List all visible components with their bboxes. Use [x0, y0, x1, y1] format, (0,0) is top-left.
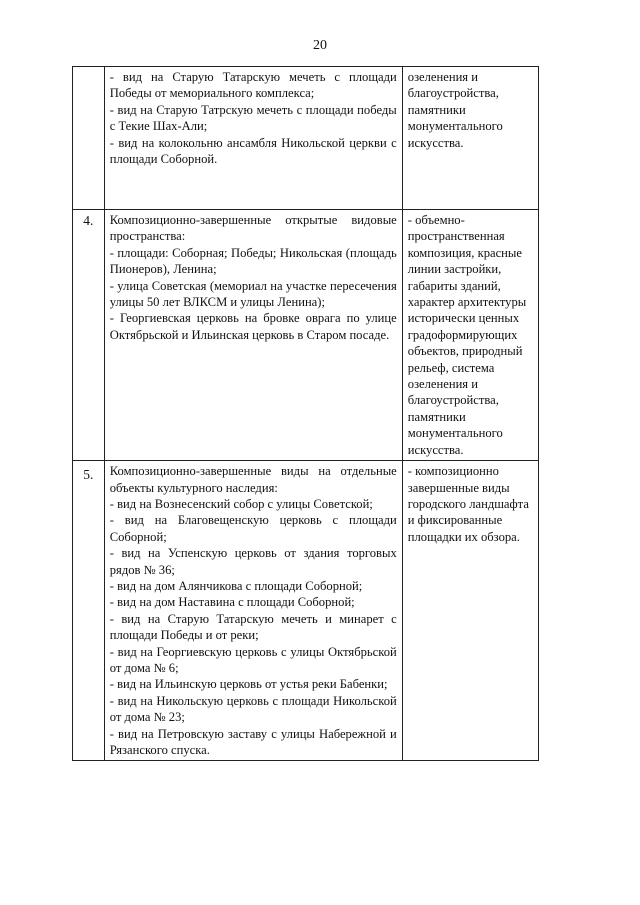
description-line: - вид на Никольскую церковь с площади Никольской от дома № 23;	[109, 693, 397, 725]
description-line: - Георгиевская церковь на бровке оврага по улице Октябрьской и Ильинская церковь в Старом посаде.	[109, 311, 397, 342]
row-number-cell	[73, 210, 105, 461]
description-line: - вид на Старую Татрскую мечеть с площади победы с Текие Шах-Али;	[109, 102, 397, 134]
requirements-cell	[402, 67, 538, 210]
requirements-cell	[402, 461, 538, 761]
description-line: - вид на Старую Татарскую мечеть с площади Победы от мемориального комплекса;	[109, 70, 397, 101]
requirements-text: - композиционно завершенные виды городского ландшафта и фиксированные площадки их обзора.	[407, 464, 529, 544]
description-line: - вид на Георгиевскую церковь с улицы Октябрьской от дома № 6;	[109, 644, 397, 675]
requirements-cell	[402, 210, 538, 461]
table-row	[73, 67, 539, 210]
description-line: - вид на Вознесенский собор с улицы Советской;	[109, 496, 373, 511]
description-line: - площади: Соборная; Победы; Никольская (площадь Пионеров), Ленина;	[109, 245, 397, 277]
description-line: - вид на Старую Татарскую мечеть и минарет с площади Победы и от реки;	[109, 611, 397, 643]
description-line: - вид на Петровскую заставу с улицы Набережной и Рязанского спуска.	[109, 726, 397, 757]
description-cell	[104, 210, 402, 461]
description-line: - улица Советская (мемориал на участке пересечения улицы 50 лет ВЛКСМ и улицы Ленина);	[109, 278, 397, 310]
objects-table	[72, 66, 539, 761]
page-number: 20	[313, 38, 327, 53]
row-number: 5.	[83, 467, 94, 483]
description-line: - вид на Ильинскую церковь от устья реки Бабенки;	[109, 677, 388, 692]
description-line: - вид на колокольню ансамбля Никольской церкви с площади Соборной.	[109, 135, 397, 167]
row-number: 4.	[83, 213, 94, 228]
table-row	[73, 461, 539, 761]
description-line: Композиционно-завершенные открытые видовые пространства:	[109, 213, 397, 244]
table-row	[73, 210, 539, 461]
requirements-text: озеленения и благоустройства, памятники монументального искусства.	[407, 70, 503, 150]
requirements-text: - объемно-пространственная композиция, красные линии застройки, габариты зданий, характер архитектуры исторически ценных градоформирующих объектов, природный рельеф, система озеленения и благоустройства, памятники монументального искусства.	[407, 213, 527, 457]
row-number-cell	[73, 461, 105, 761]
description-cell	[104, 461, 402, 761]
description-line: - вид на Успенскую церковь от здания торговых рядов № 36;	[109, 546, 397, 577]
description-cell	[104, 67, 402, 210]
description-line: - вид на дом Наставина с площади Соборной;	[109, 595, 355, 610]
description-line: Композиционно-завершенные виды на отдельные объекты культурного наследия:	[109, 464, 397, 495]
description-line: - вид на дом Алянчикова с площади Соборной;	[109, 578, 363, 593]
description-line: - вид на Благовещенскую церковь с площади Соборной;	[109, 513, 397, 544]
row-number-cell	[73, 67, 105, 210]
